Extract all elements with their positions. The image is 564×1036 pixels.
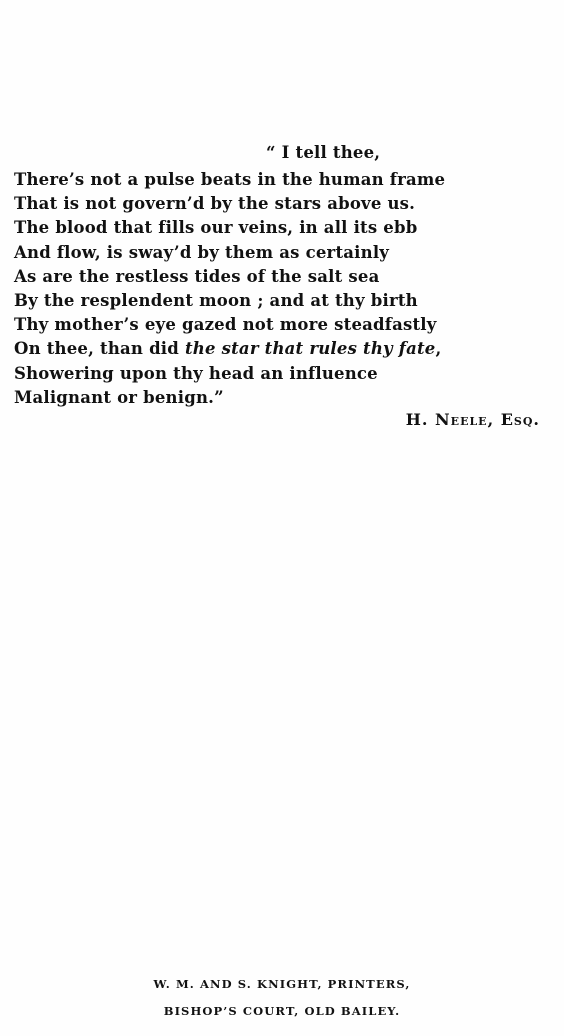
printer-imprint-line: BISHOP’S COURT, OLD BAILEY. [163, 1004, 401, 1018]
poem-line: And flow, is sway’d by them as certainly [14, 242, 390, 262]
poem-verse [14, 168, 445, 410]
poem-line: That is not govern’d by the stars above us. [14, 194, 416, 214]
poem-line [14, 337, 445, 361]
poem-attribution: H. Neele, Esq. [405, 410, 540, 429]
poem-line: As are the restless tides of the salt sea [14, 266, 380, 286]
poem-line-emphasis: the star that rules thy fate [184, 339, 436, 359]
poem-line-text: On thee, than did [14, 339, 185, 359]
poem-line: There’s not a pulse beats in the human frame [14, 170, 446, 189]
poem-line: Showering upon thy head an influence [14, 363, 378, 383]
poem-first-line: “ I tell thee, [266, 143, 381, 162]
printer-imprint-line: W. M. AND S. KNIGHT, PRINTERS, [153, 977, 411, 991]
poem-line-text: , [435, 339, 442, 359]
poem-line: By the resplendent moon ; and at thy birth [14, 290, 418, 310]
poem-line: Thy mother’s eye gazed not more steadfastly [14, 315, 437, 335]
poem-line: Malignant or benign.” [14, 387, 224, 407]
poem-line: The blood that fills our veins, in all its ebb [14, 218, 418, 238]
